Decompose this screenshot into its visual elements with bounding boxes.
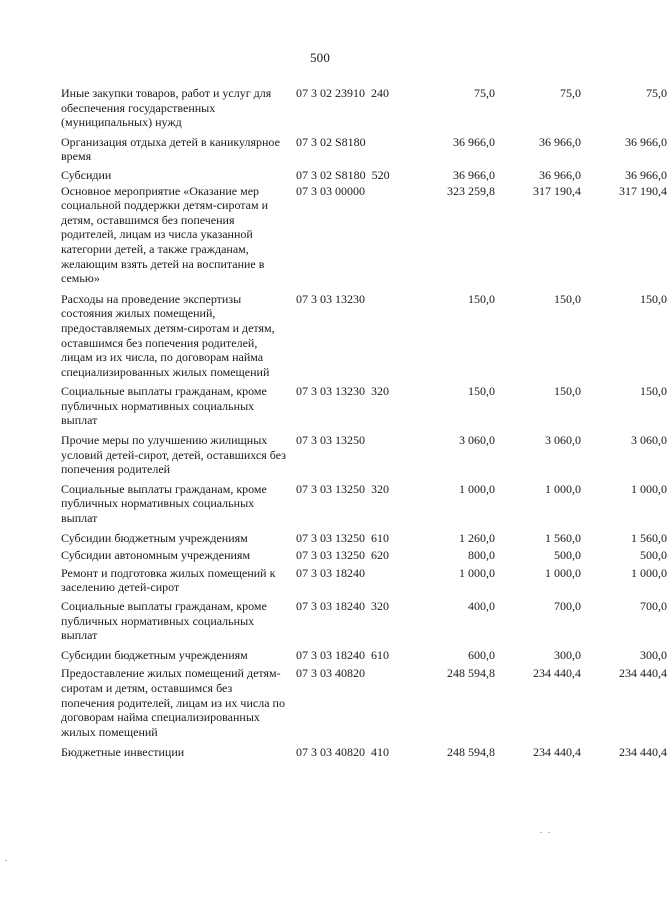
- page-number: 500: [309, 50, 331, 65]
- row-name: Предоставление жилых помещений детям-сиротам и детям, оставшимся без попечения родителей, лицам из их числа по договорам найма специализированных жилых помещений: [61, 666, 285, 739]
- row-value-3: 150,0: [640, 384, 667, 399]
- scan-artifact: [5, 860, 7, 861]
- row-value-1: 36 966,0: [453, 167, 495, 182]
- row-value-3: 1 000,0: [631, 565, 667, 580]
- row-value-1: 1 260,0: [459, 530, 495, 545]
- row-name: Ремонт и подготовка жилых помещений к заселению детей-сирот: [61, 565, 276, 595]
- row-code: 07 3 03 13250 610: [296, 530, 389, 545]
- row-value-2: 75,0: [560, 86, 581, 100]
- budget-table: [61, 86, 667, 760]
- row-value-1: 323 259,8: [447, 183, 495, 198]
- row-value-2: 1 560,0: [545, 530, 581, 545]
- row-value-1: 600,0: [468, 647, 495, 662]
- row-value-2: 150,0: [554, 291, 581, 306]
- row-name: Прочие меры по улучшению жилищных условий детей-сирот, детей, оставшихся без попечения родителей: [61, 433, 286, 477]
- row-code: 07 3 02 23910 240: [296, 86, 389, 100]
- table-row: [61, 666, 667, 739]
- row-value-2: 234 440,4: [533, 666, 581, 681]
- row-value-1: 1 000,0: [459, 565, 495, 580]
- row-code: 07 3 03 13230: [296, 291, 365, 306]
- row-name: Иные закупки товаров, работ и услуг для обеспечения государственных (муниципальных) нужд: [61, 86, 272, 130]
- row-code: 07 3 03 40820: [296, 666, 365, 681]
- row-value-1: 248 594,8: [447, 666, 495, 681]
- table-row: [61, 745, 667, 760]
- row-value-3: 317 190,4: [619, 183, 667, 198]
- row-code: 07 3 03 18240 320: [296, 599, 389, 613]
- table-row: [61, 86, 667, 130]
- row-code: 07 3 03 18240 610: [296, 647, 389, 662]
- row-name: Субсидии бюджетным учреждениям: [61, 647, 248, 662]
- row-name: Социальные выплаты гражданам, кроме публичных нормативных социальных выплат: [61, 384, 267, 428]
- row-value-1: 75,0: [474, 86, 495, 100]
- table-row: [61, 183, 667, 286]
- row-code: 07 3 03 00000: [296, 183, 365, 198]
- row-value-2: 500,0: [554, 548, 581, 563]
- table-row: [61, 599, 667, 643]
- scan-artifact: [548, 832, 550, 833]
- row-value-1: 248 594,8: [447, 745, 495, 760]
- row-name: Расходы на проведение экспертизы состояния жилых помещений, предоставляемых детям-сиротам и детям, оставшимся без попечения родителей, лицам из их числа, по договорам найма специализированных жилых помещений: [61, 291, 275, 379]
- row-value-3: 3 060,0: [631, 433, 667, 448]
- row-value-3: 150,0: [640, 291, 667, 306]
- row-value-1: 36 966,0: [453, 134, 495, 149]
- row-value-3: 700,0: [640, 599, 667, 613]
- row-name: Социальные выплаты гражданам, кроме публичных нормативных социальных выплат: [61, 481, 267, 526]
- row-name: Субсидии автономным учреждениям: [61, 548, 251, 563]
- row-code: 07 3 03 13250 620: [296, 548, 389, 563]
- row-value-2: 700,0: [554, 599, 581, 613]
- row-value-2: 300,0: [554, 647, 581, 662]
- row-value-2: 1 000,0: [545, 481, 581, 496]
- row-code: 07 3 03 13230 320: [296, 384, 389, 399]
- table-row: [61, 530, 667, 546]
- table-row: [61, 384, 667, 428]
- row-value-3: 1 560,0: [631, 530, 667, 545]
- row-value-3: 1 000,0: [631, 481, 667, 496]
- row-value-1: 800,0: [468, 548, 495, 563]
- row-code: 07 3 03 13250: [296, 433, 365, 448]
- table-row: [61, 647, 667, 663]
- row-name: Субсидии: [61, 167, 112, 182]
- row-value-2: 36 966,0: [539, 134, 581, 149]
- row-value-1: 150,0: [468, 291, 495, 306]
- row-name: Организация отдыха детей в каникулярное время: [61, 134, 280, 164]
- row-code: 07 3 03 40820 410: [296, 745, 389, 760]
- table-row: [61, 167, 667, 183]
- table-row: [61, 433, 667, 477]
- row-value-1: 150,0: [468, 384, 495, 399]
- row-value-3: 500,0: [640, 548, 667, 563]
- row-name: Субсидии бюджетным учреждениям: [61, 530, 248, 545]
- row-code: 07 3 03 18240: [296, 565, 365, 580]
- row-code: 07 3 02 S8180 520: [296, 167, 390, 182]
- row-value-2: 3 060,0: [545, 433, 581, 448]
- row-value-1: 1 000,0: [459, 481, 495, 496]
- row-code: 07 3 03 13250 320: [296, 481, 389, 496]
- table-row: [61, 548, 667, 563]
- table-row: [61, 481, 667, 526]
- row-name: Основное мероприятие «Оказание мер социальной поддержки детям-сиротам и детям, оставшимся без попечения родителей, лицам из числа указанной категории детей, а также гражданам, желающим взять детей на воспитание в семью»: [61, 183, 269, 286]
- scan-artifact: [540, 832, 542, 833]
- row-value-2: 150,0: [554, 384, 581, 399]
- row-value-2: 234 440,4: [533, 745, 581, 760]
- row-value-2: 36 966,0: [539, 167, 581, 182]
- row-name: Социальные выплаты гражданам, кроме публичных нормативных социальных выплат: [61, 599, 267, 643]
- table-row: [61, 291, 667, 380]
- row-name: Бюджетные инвестиции: [61, 745, 185, 760]
- row-value-1: 3 060,0: [459, 433, 495, 448]
- row-value-2: 317 190,4: [533, 183, 581, 198]
- row-code: 07 3 02 S8180: [296, 134, 366, 149]
- row-value-3: 234 440,4: [619, 745, 667, 760]
- row-value-3: 300,0: [640, 647, 667, 662]
- row-value-3: 234 440,4: [619, 666, 667, 681]
- table-row: [61, 134, 667, 164]
- row-value-3: 75,0: [646, 86, 667, 100]
- row-value-2: 1 000,0: [545, 565, 581, 580]
- row-value-3: 36 966,0: [625, 167, 667, 182]
- row-value-1: 400,0: [468, 599, 495, 613]
- row-value-3: 36 966,0: [625, 134, 667, 149]
- table-row: [61, 565, 667, 595]
